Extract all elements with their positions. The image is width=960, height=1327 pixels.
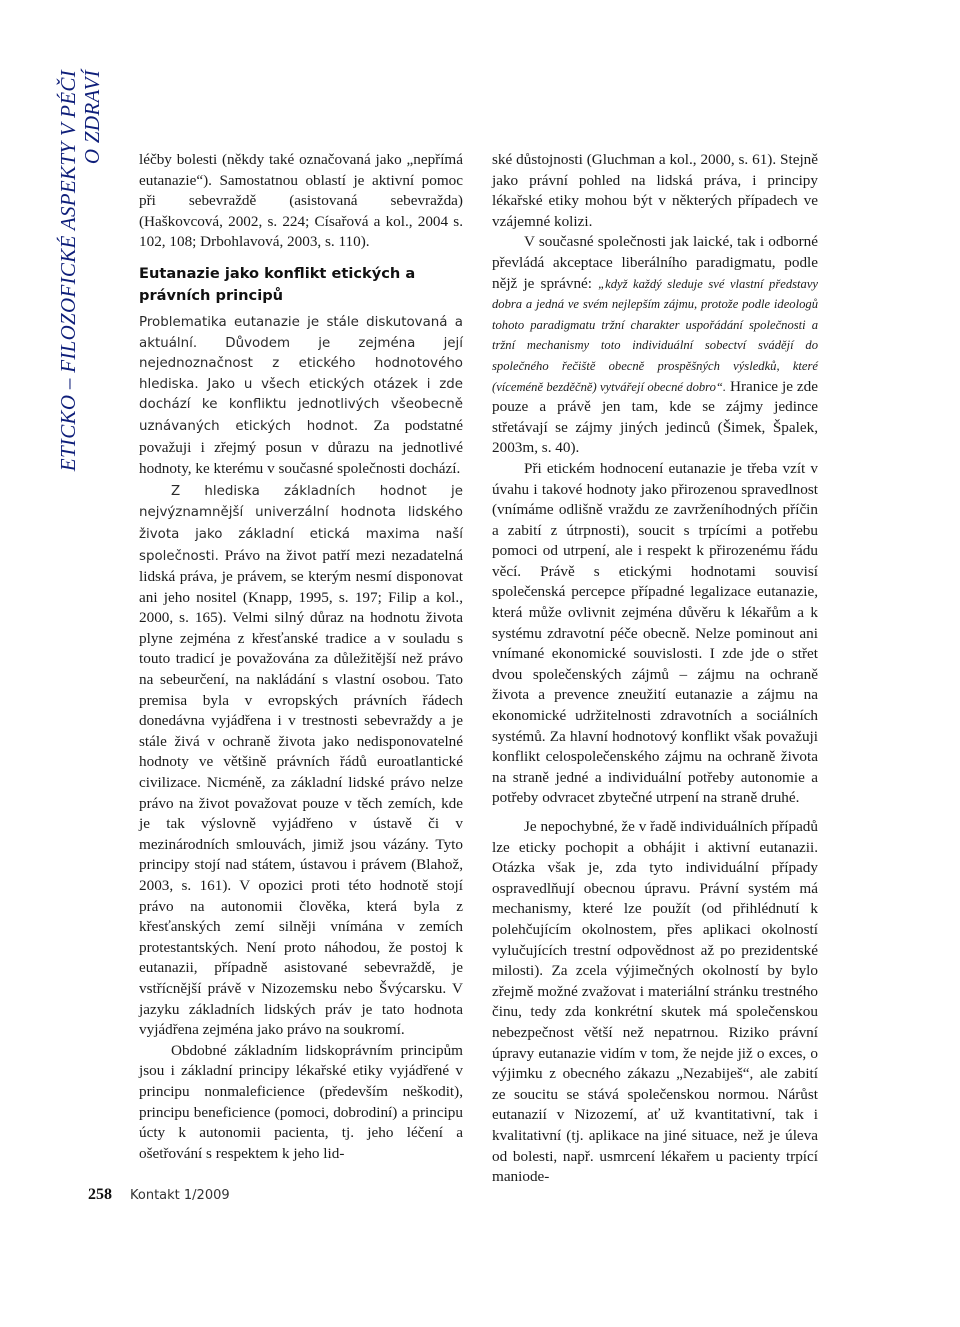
running-side-title [56,70,112,610]
right-paragraph-2-start: V současné společnosti jak laické, tak i odborné převládá akceptace liberálního paradigmatu, podle nějž je správné: [492,233,818,292]
right-column [492,150,818,1188]
page-footer [88,1186,230,1212]
right-paragraph-2-end: Hranice je zde pouze a právě jen tam, kde se zájmy jedince střetávají se zájmy jiných jedinců (Šimek, Špalek, 2003m, s. 40). [492,377,818,457]
left-paragraph-4: Obdobné základním lidskoprávním principům jsou i základní principy lékařské etiky vyjádřené v principu nonmaleficience (především neškodit), principu beneficience (pomoci, dobrodiní) a principu úcty k autonomii pacienta, tj. jeho léčení a ošetřování s respektem k jeho lid- [139,1041,463,1162]
left-paragraph-3 [139,481,463,1041]
left-paragraph-3-cont: Právo na život patří mezi nezadatelná lidská práva, je právem, se kterým nesmí disponovat ani jeho nositel (Knapp, 1995, s. 197; Filip a kol., 2000, s. 165). Velmi silný důraz na hodnotu života plyne zejména z křesťanské tradice a v souladu s touto tradicí je považována za důležitější než právo na sebeurčení, na nakládání s vlastní osobou. Tato premisa byla v evropských právních řádech donedávna vyjádřena i v trestnosti sebevraždy a je stále živá v ochraně života jako nedisponovatelné hodnoty ve většině právních řádů euroatlantické civilizace. Nicméně, za základní lidské právo nelze právo na život považovat pouze v těch zemích, kde je tak výslovně vyjádřeno v ústavě či v mezinárodních smlouvách, jimiž jsou vázány. Tyto principy stojí nad státem, ústavou i právem (Blahož, 2003, s. 161). V opozici proti této hodnotě stojí právo na autonomii člověka, která byla z křesťanských zemí silněji vnímána v zemích protestantských. Není proto náhodou, že postoj k eutanazii, případně asistované sebevraždě, je vstřícnější právě v Nizozemsku nebo Švýcarsku. V jazyku základních lidských práv je tato hodnota vyjádřena zejména jako právo na soukromí. [139,546,463,1039]
right-paragraph-4: Je nepochybné, že v řadě individuálních případů lze eticky pochopit a obhájit i aktivní eutanazii. Otázka však je, zda tyto individuální případy ospravedlňují obecnou úpravu. Právní systém má mechanismy, které lze použít (od přihlédnutí k polehčujícím okolnostem, přes aplikaci okolností vylučujících trestní odpovědnost až po prezidentské milosti). Za zcela výjimečných okolností by bylo zřejmě možné zvažovat i materiální stránku trestného činu, tedy zda konkrétní skutek má společenskou nebezpečnost větší než nepatrnou. Riziko právní úpravy eutanazie vidím v tom, že nejde již o exces, o výjimku z obecného zákazu „Nezabiješ“, ale zabití ze soucitu se stává společenskou normou. Nárůst eutanazií v Nizozemí, ať už kvantitativní, tak i kvalitativní (tj. aplikace na jiné situace, než je úleva od bolesti, např. usmrcení lékařem u pacienty trpící maniode- [492,818,818,1186]
right-paragraph-2-quote: „když každý sleduje své vlastní představy dobra a jedná ve svém nejlepším zájmu, protože podle ideologů tohoto paradigmatu tržní charakter uspořádání společnosti a tržní mechanismy toto individuální sobectví svádějí do společného řečiště obecně prospěšných výsledků, které (víceméně bezděčně) vytvářejí obecné dobro“. [492,276,818,394]
page-number: 258 [88,1186,112,1203]
right-paragraph-1: ské důstojnosti (Gluchman a kol., 2000, s. 61). Stejně jako právní pohled na lidská práva, i principy lékařské etiky mohou být v některých případech ve vzájemné kolizi. [492,151,818,230]
left-paragraph-2-sans: Problematika eutanazie je stále diskutovaná a aktuální. Důvodem je zejména její nejednoznačnost z etického hodnotového hlediska. Jako u všech etických otázek i zde dochází ke konfliktu jednotlivých všeobecně uznávaných etických hodnot. [139,314,463,434]
side-title-line-2: O ZDRAVÍ [80,70,104,165]
left-paragraph-2 [139,313,463,481]
journal-issue: Kontakt 1/2009 [130,1188,230,1203]
left-paragraph-2-cont: Za podstatné považuji i zřejmý posun v důrazu na jednotlivé hodnoty, ke kterému v současné společnosti dochází. [139,416,463,478]
left-paragraph-3-sans: Z hlediska základních hodnot je nejvýznamnější univerzální hodnota lidského života jako základní etická maxima naší společnosti. [139,483,463,564]
left-paragraph-1: léčby bolesti (někdy také označovaná jako „nepřímá eutanazie“). Samostatnou oblastí je aktivní pomoc při sebevraždě (asistovaná sebevražda) (Haškovcová, 2002, s. 224; Císařová a kol., 2004 s. 102, 108; Drbohlavová, 2003, s. 110). [139,151,463,251]
right-paragraph-2 [492,232,818,459]
right-paragraph-3: Při etickém hodnocení eutanazie je třeba vzít v úvahu i takové hodnoty jako přirozenou spravedlnost (vnímáme odlišně vraždu ze zavrženíhodných příčin a zabití z útrpnosti), soucit s trpícími a potřebu pomoci od utrpení, ale i respekt k přirozenému řádu věcí. Právě s etickými hodnotami souvisí společenská percepce případné legalizace eutanazie, která může ovlivnit zejména důvěru k lékařům a k systému zdravotní péče obecně. Nelze pominout ani vnímané ekonomické souvislosti. I zde jde o střet dvou společenských zájmů – zájmu na ochraně života a prevence zneužití eutanazie a zájmu na ekonomické udržitelnosti zdravotních a sociálních systémů. Za hlavní hodnotový konflikt však považuji konflikt celospolečenského zájmu na ochraně života na straně jedné a individuální potřeby autonomie a potřeby odvracet zbytečné utrpení na straně druhé. [492,459,818,807]
left-column [139,150,463,1164]
side-title-line-1: ETICKO – FILOZOFICKÉ ASPEKTY V PÉČI [56,70,80,472]
section-heading: Eutanazie jako konflikt etických a právních principů [139,264,416,304]
